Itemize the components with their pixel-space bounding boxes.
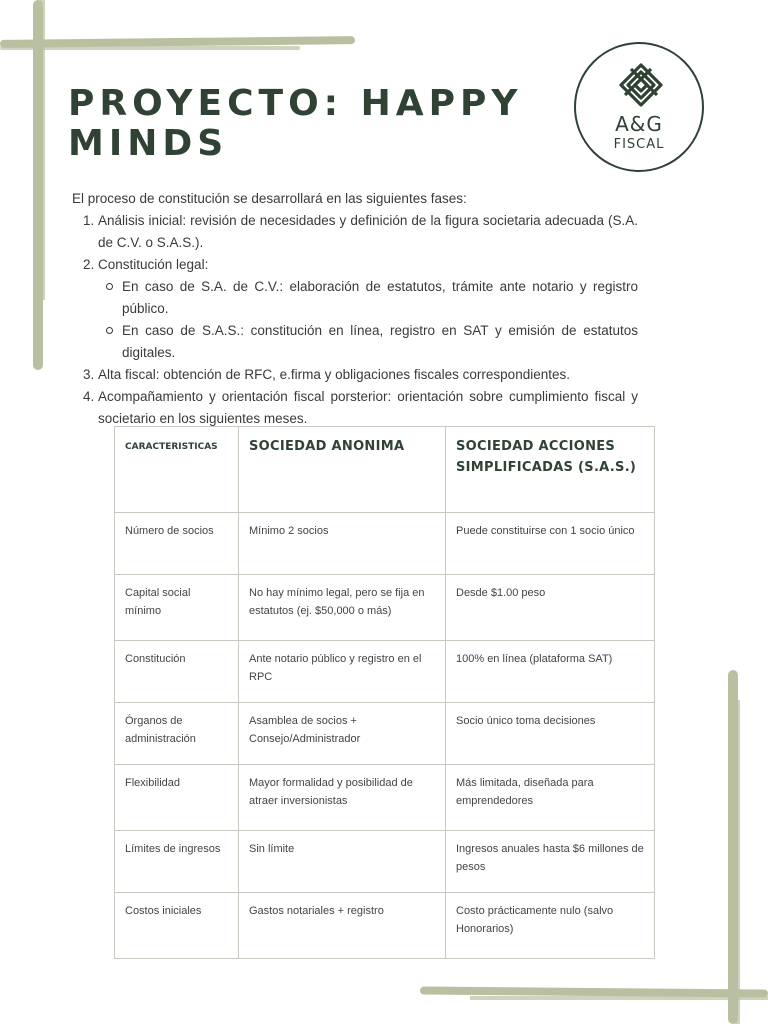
- table-row: [115, 765, 655, 831]
- table-row: [115, 641, 655, 703]
- table-header-cell: SOCIEDAD ACCIONES SIMPLIFICADAS (S.A.S.): [446, 427, 655, 513]
- table-cell: Costo prácticamente nulo (salvo Honorarios): [446, 893, 655, 959]
- process-description: [72, 188, 638, 430]
- phases-list: [72, 210, 638, 430]
- table-header-cell: CARACTERISTICAS: [115, 427, 239, 513]
- table-row: [115, 703, 655, 765]
- table-cell: Constitución: [115, 641, 239, 703]
- list-item: En caso de S.A.S.: constitución en línea, registro en SAT y emisión de estatutos digitales.: [122, 320, 638, 364]
- table-cell: No hay mínimo legal, pero se fija en estatutos (ej. $50,000 o más): [239, 575, 446, 641]
- phase-text: Acompañamiento y orientación fiscal porsterior: orientación sobre cumplimiento fiscal y societario en los siguientes meses.: [98, 389, 638, 426]
- table-cell: Límites de ingresos: [115, 831, 239, 893]
- table-cell: Costos iniciales: [115, 893, 239, 959]
- decorative-stroke-top-vertical-thin: [40, 0, 45, 300]
- decorative-stroke-bottom-vertical-thin: [735, 700, 740, 1024]
- list-item: En caso de S.A. de C.V.: elaboración de estatutos, trámite ante notario y registro público.: [122, 276, 638, 320]
- logo-subtitle: FISCAL: [613, 137, 665, 152]
- list-item: [98, 254, 638, 364]
- table-row: [115, 893, 655, 959]
- list-item: [98, 210, 638, 254]
- table-cell: Órganos de administración: [115, 703, 239, 765]
- table-cell: Desde $1.00 peso: [446, 575, 655, 641]
- table-row: [115, 831, 655, 893]
- table-cell: Número de socios: [115, 513, 239, 575]
- list-item: [98, 364, 638, 386]
- phase-sublist: [98, 276, 638, 364]
- table-cell: Socio único toma decisiones: [446, 703, 655, 765]
- table-header-cell: SOCIEDAD ANONIMA: [239, 427, 446, 513]
- table-cell: Ante notario público y registro en el RPC: [239, 641, 446, 703]
- table-row: [115, 575, 655, 641]
- phase-text: Análisis inicial: revisión de necesidades y definición de la figura societaria adecuada (S.A. de C.V. o S.A.S.).: [98, 213, 638, 250]
- table-cell: 100% en línea (plataforma SAT): [446, 641, 655, 703]
- table-header-row: [115, 427, 655, 513]
- table-cell: Flexibilidad: [115, 765, 239, 831]
- logo: [574, 42, 704, 172]
- intro-text: El proceso de constitución se desarrollará en las siguientes fases:: [72, 191, 467, 206]
- interlocking-knot-icon: [617, 61, 665, 109]
- table-cell: Mínimo 2 socios: [239, 513, 446, 575]
- table-cell: Capital social mínimo: [115, 575, 239, 641]
- table-cell: Más limitada, diseñada para emprendedores: [446, 765, 655, 831]
- table-row: [115, 513, 655, 575]
- table-cell: Ingresos anuales hasta $6 millones de pesos: [446, 831, 655, 893]
- comparison-table: [114, 426, 655, 959]
- page-title: PROYECTO: HAPPY MINDS: [68, 83, 523, 164]
- table-cell: Sin límite: [239, 831, 446, 893]
- table-cell: Asamblea de socios + Consejo/Administrador: [239, 703, 446, 765]
- table-cell: Puede constituirse con 1 socio único: [446, 513, 655, 575]
- phase-text: Constitución legal:: [98, 257, 209, 272]
- table-cell: Mayor formalidad y posibilidad de atraer inversionistas: [239, 765, 446, 831]
- logo-name: A&G: [615, 112, 663, 136]
- table-cell: Gastos notariales + registro: [239, 893, 446, 959]
- list-item: [98, 386, 638, 430]
- decorative-stroke-top-horizontal-thin: [0, 46, 300, 50]
- phase-text: Alta fiscal: obtención de RFC, e.firma y obligaciones fiscales correspondientes.: [98, 367, 570, 382]
- decorative-stroke-bottom-horizontal-thin: [470, 996, 768, 1000]
